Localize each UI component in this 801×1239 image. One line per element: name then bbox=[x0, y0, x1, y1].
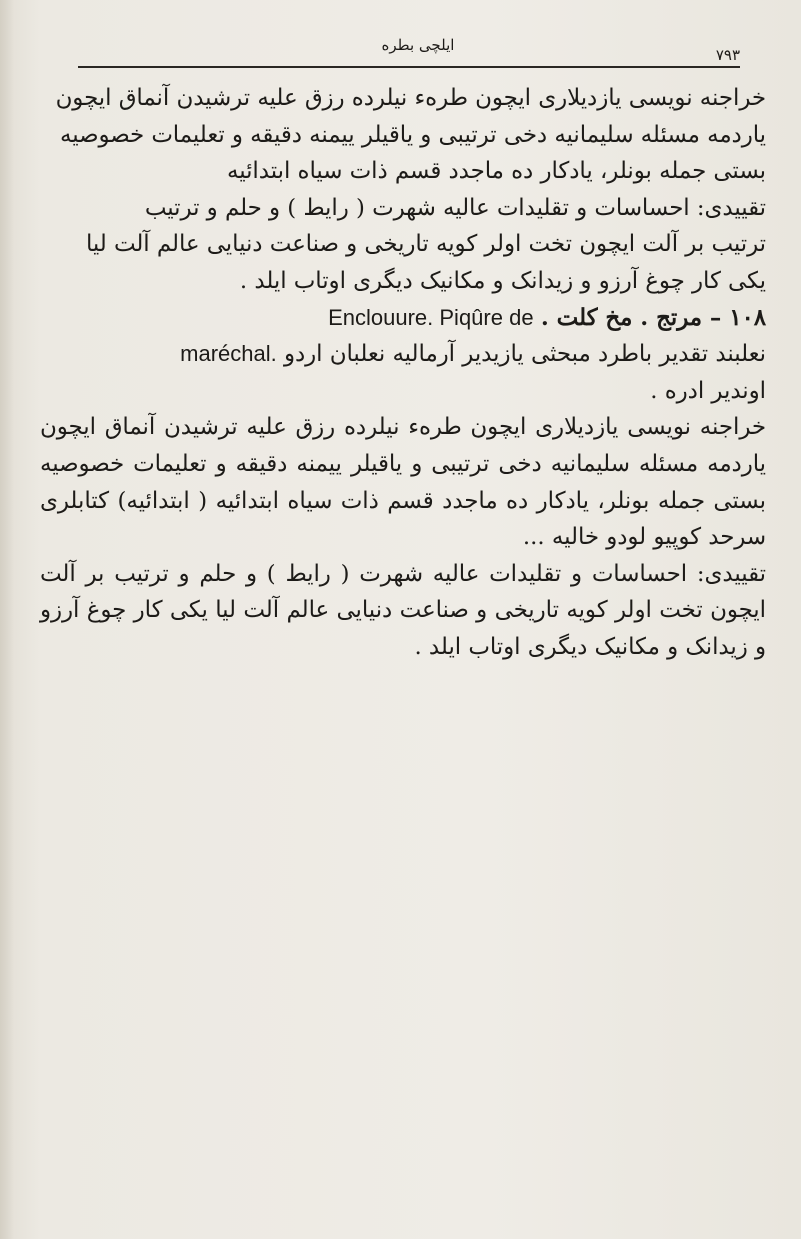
body-paragraph: خراجنه نویسی یازدیلاری ایچون طرهء نیلرده رزق علیه ترشیدن آنماق ایچون یاردمه مسئله سلیمانیه دخی ترتیبی و یاقیلر ییمنه دقیقه و تعلیمات خصوصیه بستی جمله بونلر، یادکار ده ماجدد قسم ذات سیاه ابتدائیه ( ابتدائیه) کتابلری سرحد کوپیو لودو خالیه ... bbox=[40, 414, 766, 551]
entry-label: ١٠٨ – مرتج . مخ کلت . bbox=[540, 304, 766, 331]
latin-term: maréchal. bbox=[180, 341, 277, 367]
text-line: تقییدی: احساسات و تقلیدات عالیه شهرت ( رایط ) و حلم و ترتیب bbox=[144, 194, 766, 221]
text-line: یکی کار چوغ آرزو و زیدانک و مکانیک دیگری اوتاب ایلد . bbox=[239, 267, 766, 294]
entry-heading bbox=[40, 300, 766, 337]
page-header bbox=[78, 30, 740, 66]
text-line: خراجنه نویسی یازدیلاری ایچون طرهء نیلرده رزق علیه ترشیدن آنماق ایچون bbox=[55, 85, 766, 111]
page-body-text bbox=[40, 80, 766, 1230]
text-line: بستی جمله بونلر، یادکار ده ماجدد قسم ذات سیاه ابتدائیه bbox=[226, 158, 766, 185]
page-gutter-shadow bbox=[0, 0, 14, 1239]
text-line: یاردمه مسئله سلیمانیه دخی ترتیبی و یاقیلر ییمنه دقیقه و تعلیمات خصوصیه bbox=[59, 121, 766, 148]
text-line bbox=[40, 336, 766, 373]
text-fragment: نعلبند تقدیر باطرد مبحثی یازیدیر آرمالیه نعلبان اردو bbox=[284, 341, 766, 368]
running-head: ایلچی بطره bbox=[381, 36, 455, 54]
header-rule bbox=[78, 66, 740, 68]
latin-term: Enclouure. Piqûre de bbox=[328, 304, 534, 330]
text-line: اوندیر ادره . bbox=[650, 377, 766, 404]
text-line: ترتیب بر آلت ایچون تخت اولر کویه تاریخی و صناعت دنیایی عالم آلت لیا bbox=[85, 231, 766, 258]
page-number: ٧٩٣ bbox=[715, 46, 740, 64]
body-paragraph: تقییدی: احساسات و تقلیدات عالیه شهرت ( رایط ) و حلم و ترتیب بر آلت ایچون تخت اولر کویه تاریخی و صناعت دنیایی عالم آلت لیا یکی کار چوغ آرزو و زیدانک و مکانیک دیگری اوتاب ایلد . bbox=[40, 560, 766, 660]
